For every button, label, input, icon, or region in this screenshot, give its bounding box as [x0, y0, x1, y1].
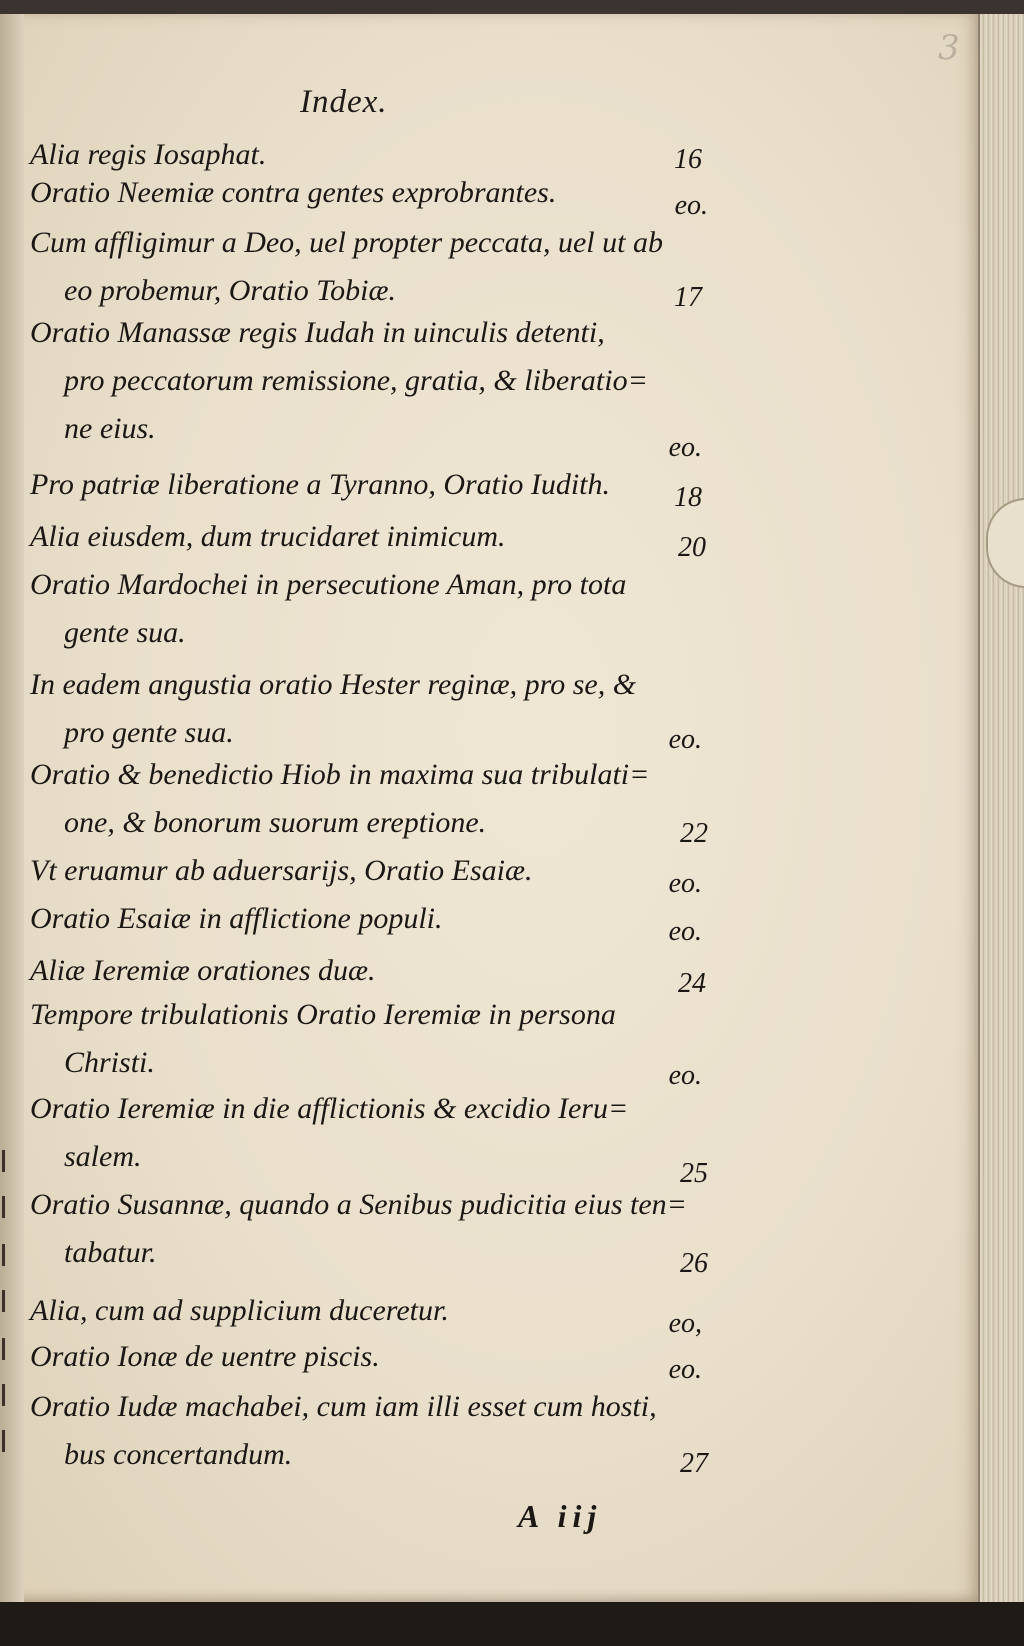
entry-title-line: Oratio Susannæ, quando a Senibus pudicitia eius ten= — [30, 1188, 687, 1221]
entry-continuation-line: eo probemur, Oratio Tobiæ. — [64, 274, 396, 307]
entry-title-line: Alia regis Iosaphat. — [30, 138, 267, 171]
page-reference: eo. — [668, 1060, 702, 1091]
margin-tick — [2, 1150, 17, 1172]
entry-title-line: Cum affligimur a Deo, uel propter peccata, uel ut ab — [30, 226, 663, 259]
entry-title-line: Alia eiusdem, dum trucidaret inimicum. — [30, 520, 506, 553]
entry-title-line: Oratio Mardochei in persecutione Aman, pro tota — [30, 568, 627, 601]
page-edges — [978, 14, 1024, 1604]
page-reference: 25 — [680, 1158, 708, 1189]
entry-title-line: Oratio Esaiæ in afflictione populi. — [30, 902, 443, 935]
background-bottom — [0, 1602, 1024, 1646]
margin-tick — [2, 1244, 17, 1266]
page-reference: eo. — [668, 724, 702, 755]
entry-continuation-line: bus concertandum. — [64, 1438, 293, 1471]
entry-title-line: Oratio Ieremiæ in die afflictionis & excidio Ieru= — [30, 1092, 629, 1125]
page-reference: 16 — [674, 144, 702, 175]
entry-title-line: Pro patriæ liberatione a Tyranno, Oratio Iudith. — [30, 468, 611, 501]
entry-continuation-line: pro peccatorum remissione, gratia, & liberatio= — [64, 364, 648, 397]
page-heading: Index. — [300, 84, 388, 120]
margin-tick — [2, 1384, 17, 1406]
page-reference: eo. — [668, 868, 702, 899]
page-reference: 27 — [680, 1448, 708, 1479]
entry-continuation-line: pro gente sua. — [64, 716, 234, 749]
margin-tick — [2, 1338, 17, 1360]
entry-title-line: In eadem angustia oratio Hester reginæ, pro se, & — [30, 668, 637, 701]
page-reference: 26 — [680, 1248, 708, 1279]
page-reference: eo. — [668, 432, 702, 463]
signature-mark: A iij — [518, 1498, 603, 1534]
page-reference: eo, — [668, 1308, 702, 1339]
entry-title-line: Vt eruamur ab aduersarijs, Oratio Esaiæ. — [30, 854, 533, 887]
page-reference: 24 — [678, 968, 706, 999]
background-top — [0, 0, 1024, 14]
page-reference: 20 — [678, 532, 706, 563]
page-reference: eo. — [674, 190, 708, 221]
entry-title-line: Alia, cum ad supplicium duceretur. — [30, 1294, 449, 1327]
entry-continuation-line: salem. — [64, 1140, 142, 1173]
entry-title-line: Tempore tribulationis Oratio Ieremiæ in persona — [30, 998, 616, 1031]
entry-title-line: Oratio Ionæ de uentre piscis. — [30, 1340, 380, 1373]
page-gutter — [0, 14, 24, 1604]
margin-tick — [2, 1196, 17, 1218]
page-reference: 17 — [674, 282, 702, 313]
entry-continuation-line: Christi. — [64, 1046, 155, 1079]
entry-title-line: Aliæ Ieremiæ orationes duæ. — [30, 954, 376, 987]
page-reference: 22 — [680, 818, 708, 849]
page-reference: eo. — [668, 1354, 702, 1385]
entry-title-line: Oratio Iudæ machabei, cum iam illi esset cum hosti, — [30, 1390, 657, 1423]
entry-continuation-line: tabatur. — [64, 1236, 157, 1269]
folio-number: 3 — [938, 28, 960, 68]
page-reference: 18 — [674, 482, 702, 513]
entry-continuation-line: gente sua. — [64, 616, 186, 649]
page-reference: eo. — [668, 916, 702, 947]
entry-continuation-line: ne eius. — [64, 412, 156, 445]
entry-continuation-line: one, & bonorum suorum ereptione. — [64, 806, 487, 839]
margin-tick — [2, 1290, 17, 1312]
entry-title-line: Oratio Neemiæ contra gentes exprobrantes. — [30, 176, 557, 209]
margin-tick — [2, 1430, 17, 1452]
entry-title-line: Oratio Manassæ regis Iudah in uinculis detenti, — [30, 316, 605, 349]
entry-title-line: Oratio & benedictio Hiob in maxima sua tribulati= — [30, 758, 650, 791]
